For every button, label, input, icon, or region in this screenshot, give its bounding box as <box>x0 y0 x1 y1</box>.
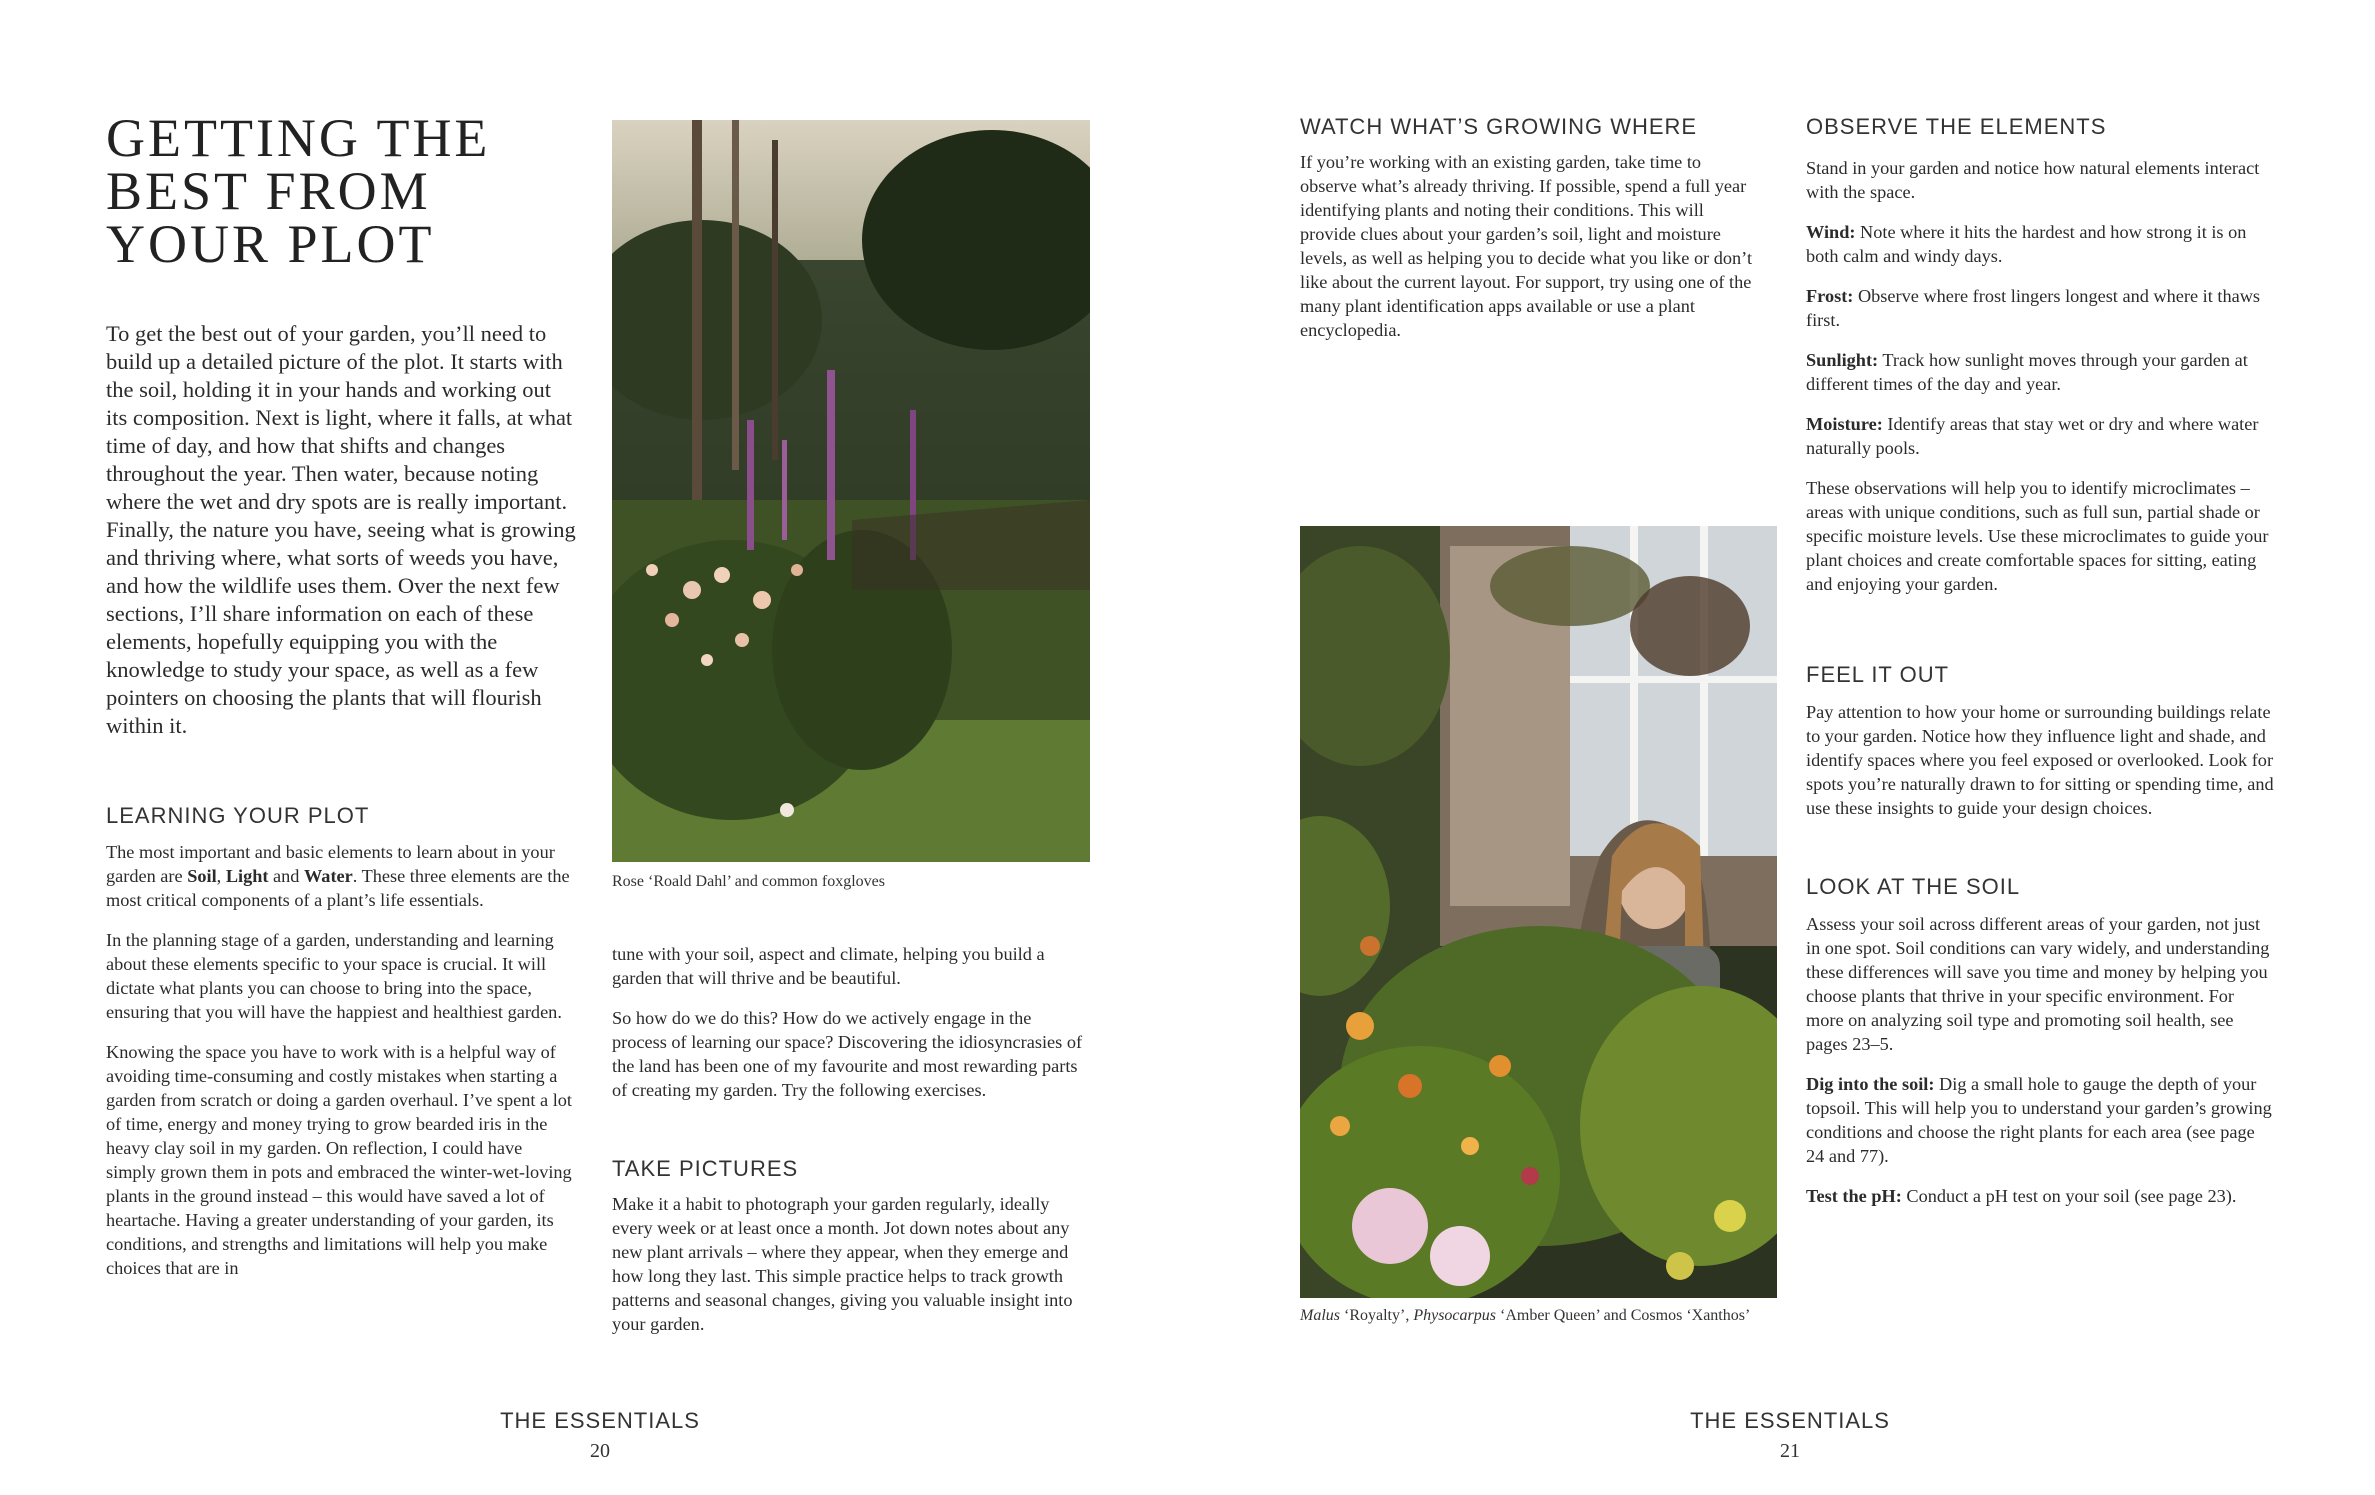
dig-item: Dig into the soil: Dig a small hole to gauge the depth of your topsoil. This will help you to understand your garden’s growing conditions and choose the right plants for each area (see page 24 and 77). <box>1806 1074 2272 1166</box>
pictures-heading: TAKE PICTURES <box>612 1156 799 1181</box>
watch-column <box>1300 150 1755 358</box>
feel-paragraph: Pay attention to how your home or surrounding buildings relate to your garden. Notice how they influence light and shade, and identify spaces where you feel exposed or overlooked. Look for spots you’re naturally drawn to for sitting or spending time, and use these insights to guide your design choices. <box>1806 702 2274 818</box>
learning-column <box>106 840 576 1296</box>
gardener-photo-art <box>1300 526 1777 1298</box>
soil-heading: LOOK AT THE SOIL <box>1806 874 2021 899</box>
left-page-number: 20 <box>590 1440 610 1462</box>
learning-paragraph-2: In the planning stage of a garden, understanding and learning about these elements specific to your space is crucial. It will dictate what plants you can choose to bring into the space, ensuring that you will have the happiest and healthiest garden. <box>106 930 562 1022</box>
observe-intro: Stand in your garden and notice how natural elements interact with the space. <box>1806 158 2260 202</box>
feel-heading: FEEL IT OUT <box>1806 662 1950 687</box>
observe-heading: OBSERVE THE ELEMENTS <box>1806 114 2107 139</box>
intro-paragraph: To get the best out of your garden, you’ll need to build up a detailed picture of the plot. It starts with the soil, holding it in your hands and working out its composition. Next is light, where it falls, at what time of day, and how that shifts and changes throughout the year. Then water, because noting where the wet and dry spots are is really important. Finally, the nature you have, seeing what is growing and thriving where, what sorts of weeds you have, and how the wildlife uses them. Over the next few sections, I’ll share information on each of these elements, hopefully equipping you with the knowledge to study your space, as well as a few pointers on choosing the plants that will flourish within it. <box>106 321 576 738</box>
column2-paragraph-1: tune with your soil, aspect and climate, helping you build a garden that will thrive and be beautiful. <box>612 944 1045 988</box>
moisture-item: Moisture: Identify areas that stay wet or dry and where water naturally pools. <box>1806 414 2259 458</box>
foxglove-caption: Rose ‘Roald Dahl’ and common foxgloves <box>612 873 885 890</box>
learning-paragraph-3: Knowing the space you have to work with is a helpful way of avoiding time-consuming and costly mistakes when starting a garden from scratch or doing a garden overhaul. I’ve spent a lot of time, energy and money trying to grow bearded iris in the heavy clay soil in my garden. On reflection, I could have simply grown them in pots and embraced the winter-wet-loving plants in the ground instead – this would have saved a lot of heartache. Having a greater understanding of your garden, its conditions, and strengths and limitations will help you make choices that are in <box>106 1042 572 1278</box>
feel-column <box>1806 700 2276 836</box>
gardener-photo <box>1300 526 1777 1298</box>
soil-column <box>1806 912 2276 1224</box>
title-line-2: BEST FROM <box>106 161 431 221</box>
page-title <box>106 108 576 274</box>
watch-heading: WATCH WHAT’S GROWING WHERE <box>1300 114 1698 139</box>
foxglove-photo-art <box>612 120 1090 862</box>
pictures-column <box>612 1192 1090 1352</box>
ph-item: Test the pH: Conduct a pH test on your soil (see page 23). <box>1806 1186 2237 1206</box>
learning-heading: LEARNING YOUR PLOT <box>106 803 370 828</box>
wind-item: Wind: Note where it hits the hardest and how strong it is on both calm and windy days. <box>1806 222 2247 266</box>
observe-column <box>1806 156 2276 612</box>
observe-outro: These observations will help you to identify microclimates – areas with unique conditions, such as full sun, partial shade or specific moisture levels. Use these microclimates to guide your plant choices and create comfortable spaces for sitting, eating and enjoying your garden. <box>1806 478 2269 594</box>
gardener-caption: Malus ‘Royalty’, Physocarpus ‘Amber Queen’ and Cosmos ‘Xanthos’ <box>1300 1307 1751 1324</box>
second-column <box>612 942 1090 1118</box>
left-folio: THE ESSENTIALS <box>500 1408 700 1433</box>
right-page-number: 21 <box>1780 1440 1800 1462</box>
right-folio: THE ESSENTIALS <box>1690 1408 1890 1433</box>
pictures-paragraph: Make it a habit to photograph your garden regularly, ideally every week or at least once a month. Jot down notes about any new plant arrivals – where they appear, when they emerge and how long they last. This simple practice helps to track growth patterns and seasonal changes, giving you valuable insight into your garden. <box>612 1194 1073 1334</box>
frost-item: Frost: Observe where frost lingers longest and where it thaws first. <box>1806 286 2261 330</box>
title-line-3: YOUR PLOT <box>106 214 435 274</box>
sunlight-item: Sunlight: Track how sunlight moves through your garden at different times of the day and year. <box>1806 350 2248 394</box>
title-line-1: GETTING THE <box>106 108 491 168</box>
watch-paragraph: If you’re working with an existing garden, take time to observe what’s already thriving. If possible, spend a full year identifying plants and noting their conditions. This will provide clues about your garden’s soil, light and moisture levels, as well as helping you to decide what you like or don’t like about the current layout. For support, try using one of the many plant identification apps available or use a plant encyclopedia. <box>1300 152 1753 340</box>
column2-paragraph-2: So how do we do this? How do we actively engage in the process of learning our space? Discovering the idiosyncrasies of the land has been one of my favourite and most rewarding parts of creating my garden. Try the following exercises. <box>612 1008 1083 1100</box>
soil-paragraph: Assess your soil across different areas of your garden, not just in one spot. Soil conditions can vary widely, and understanding these differences will save you time and money by helping you choose plants that thrive in your specific environment. For more on analyzing soil type and promoting soil health, see pages 23–5. <box>1806 914 2270 1054</box>
learning-paragraph-1: The most important and basic elements to learn about in your garden are Soil, Light and Water. These three elements are the most critical components of a plant’s life essentials. <box>106 842 570 910</box>
foxglove-photo <box>612 120 1090 862</box>
